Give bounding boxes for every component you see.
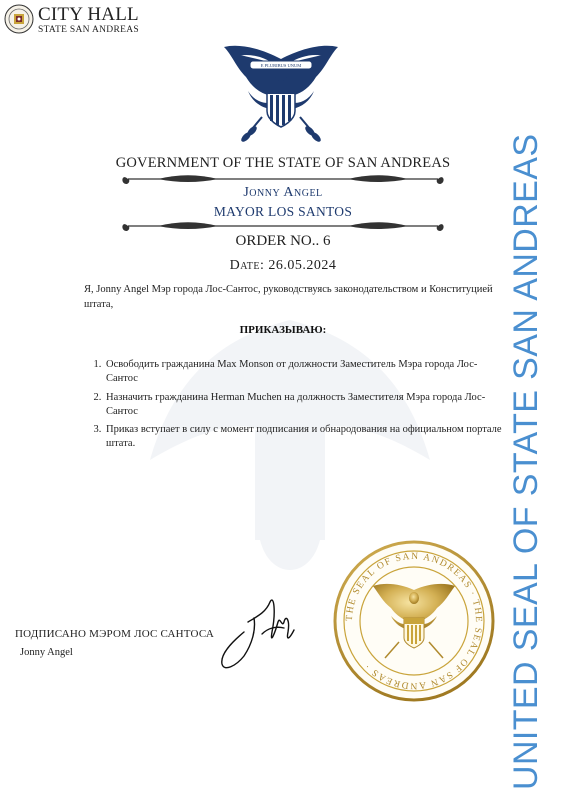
logo-subtitle: STATE SAN ANDREAS <box>38 25 139 35</box>
crest-motto: E PLURIBUS UNUM <box>260 63 302 68</box>
order-number: ORDER NO.. 6 <box>235 233 331 249</box>
order-item: 3. Приказ вступает в силу с момент подписания и обнародования на официальном портале штата. <box>104 423 504 452</box>
handwritten-signature-icon <box>214 592 300 676</box>
gold-seal-icon <box>333 540 495 702</box>
decree-heading: ПРИКАЗЫВАЮ: <box>239 324 327 336</box>
signed-label: ПОДПИСАНО МЭРОМ ЛОС САНТОСА <box>15 628 214 640</box>
side-banner-text: UNITED SEAL OF STATE SAN ANDREAS <box>507 133 545 790</box>
order-item: 2. Назначить гражданина Herman Muchen на должность Заместителя Мэра города Лос-Сантос <box>104 391 504 420</box>
signer-name: Jonny Angel <box>20 647 73 658</box>
city-hall-seal-icon <box>4 4 34 34</box>
logo-title: CITY HALL <box>38 4 139 25</box>
intro-paragraph: Я, Jonny Angel Мэр города Лос-Сантос, руководствуясь законодательством и Конституцией штата, <box>84 284 493 310</box>
order-date: Date: 26.05.2024 <box>229 258 337 273</box>
mayor-name: Jonny Angel <box>243 185 323 200</box>
eagle-crest-icon <box>222 33 340 153</box>
order-items-list <box>84 358 504 456</box>
seal-ring-text: THE SEAL OF SAN ANDREAS · THE SEAL OF SAN ANDREAS · <box>344 551 484 691</box>
order-item: 1. Освободить гражданина Max Monson от должности Заместитель Мэра города Лос-Сантос <box>104 358 504 387</box>
government-title: GOVERNMENT OF THE STATE OF SAN ANDREAS <box>115 155 451 171</box>
mayor-title: MAYOR LOS SANTOS <box>213 204 353 219</box>
